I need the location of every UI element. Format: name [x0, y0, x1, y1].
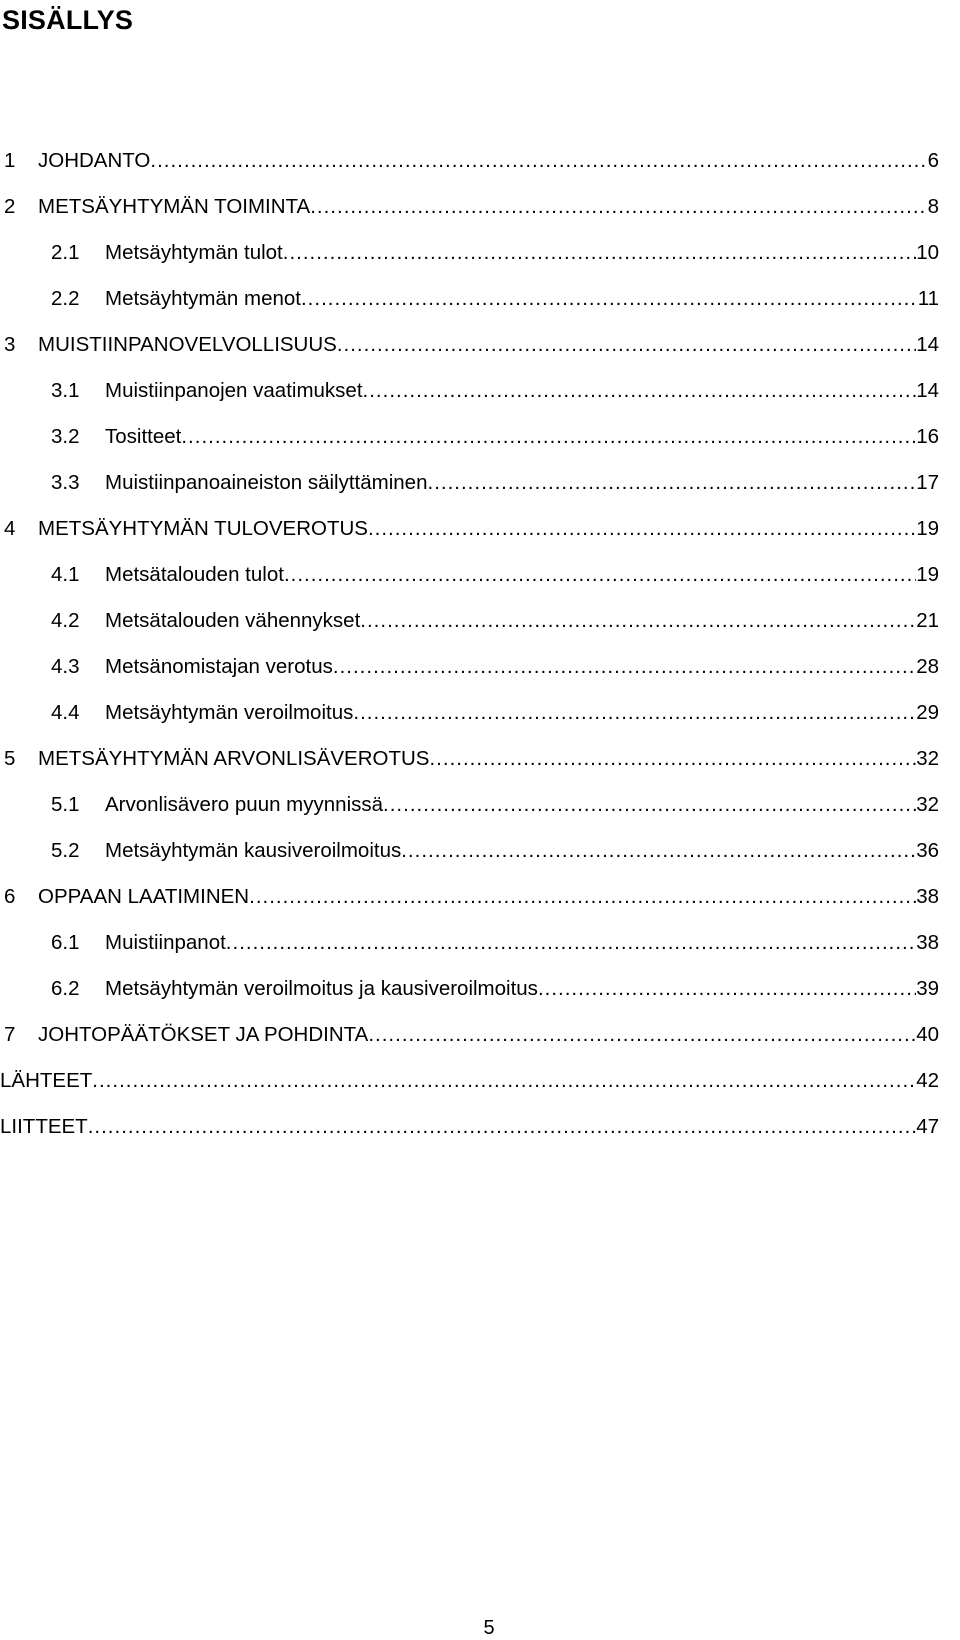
- toc-entry-title: Muistiinpanoaineiston säilyttäminen: [105, 471, 428, 494]
- toc-entry-page: 17: [916, 471, 939, 494]
- page-title: SISÄLLYS: [2, 5, 134, 35]
- toc-entry-title: OPPAAN LAATIMINEN: [38, 885, 250, 908]
- toc-entry-title: METSÄYHTYMÄN TOIMINTA: [38, 195, 311, 218]
- toc-entry-page: 47: [916, 1115, 939, 1138]
- toc-entry-number: 2.1: [51, 241, 80, 264]
- toc-entry[interactable]: [0, 328, 960, 362]
- toc-entry-page: 36: [916, 839, 939, 862]
- toc-entry-page: 6: [927, 149, 939, 172]
- toc-entry[interactable]: [0, 696, 960, 730]
- toc-entry[interactable]: [0, 512, 960, 546]
- toc-entry-number: 4.1: [51, 563, 80, 586]
- toc-entry-page: 40: [916, 1023, 939, 1046]
- toc-entry-title: Metsäyhtymän veroilmoitus ja kausiveroilmoitus: [105, 977, 538, 1000]
- toc-entry-title: LIITTEET: [0, 1115, 88, 1138]
- toc-entry-page: 38: [916, 885, 939, 908]
- toc-entry-page: 32: [916, 747, 939, 770]
- toc-dot-leader: [363, 374, 917, 408]
- toc-dot-leader: [383, 788, 916, 822]
- toc-entry[interactable]: [0, 466, 960, 500]
- toc-entry-number: 6.1: [51, 931, 80, 954]
- toc-entry-number: 7: [4, 1023, 16, 1046]
- toc-dot-leader: [226, 926, 916, 960]
- toc-entry-page: 14: [916, 379, 939, 402]
- toc-entry-title: JOHDANTO: [38, 149, 151, 172]
- page-number: 5: [483, 1617, 495, 1639]
- toc-entry[interactable]: [0, 972, 960, 1006]
- toc-entry[interactable]: [0, 190, 960, 224]
- toc-entry-title: MUISTIINPANOVELVOLLISUUS: [38, 333, 337, 356]
- toc-dot-leader: [333, 650, 916, 684]
- toc-entry-page: 14: [916, 333, 939, 356]
- toc-entry[interactable]: [0, 1064, 960, 1098]
- toc-entry-number: 4.4: [51, 701, 80, 724]
- toc-dot-leader: [368, 1018, 916, 1052]
- toc-entry-page: 32: [916, 793, 939, 816]
- toc-entry[interactable]: [0, 650, 960, 684]
- toc-entry-page: 21: [916, 609, 939, 632]
- toc-entry[interactable]: [0, 236, 960, 270]
- toc-entry-number: 5.2: [51, 839, 80, 862]
- toc-dot-leader: [301, 282, 918, 316]
- toc-entry[interactable]: [0, 1018, 960, 1052]
- toc-entry-page: 38: [916, 931, 939, 954]
- toc-entry-title: JOHTOPÄÄTÖKSET JA POHDINTA: [38, 1023, 369, 1046]
- toc-entry-number: 3.2: [51, 425, 80, 448]
- toc-entry-number: 6.2: [51, 977, 80, 1000]
- toc-dot-leader: [401, 834, 916, 868]
- toc-entry-title: Tositteet: [105, 425, 182, 448]
- toc-entry-number: 3: [4, 333, 16, 356]
- toc-entry[interactable]: [0, 558, 960, 592]
- toc-entry-page: 39: [916, 977, 939, 1000]
- toc-entry[interactable]: [0, 420, 960, 454]
- toc-dot-leader: [88, 1110, 916, 1144]
- toc-dot-leader: [181, 420, 916, 454]
- toc-entry-number: 5.1: [51, 793, 80, 816]
- toc-entry-page: 42: [916, 1069, 939, 1092]
- toc-entry-page: 8: [927, 195, 939, 218]
- toc-entry-title: METSÄYHTYMÄN TULOVEROTUS: [38, 517, 368, 540]
- toc-entry-title: Metsänomistajan verotus: [105, 655, 333, 678]
- toc-entry-title: Metsäyhtymän kausiveroilmoitus: [105, 839, 402, 862]
- toc-entry-page: 16: [916, 425, 939, 448]
- toc-entry-number: 3.3: [51, 471, 80, 494]
- toc-entry[interactable]: [0, 926, 960, 960]
- toc-entry[interactable]: [0, 282, 960, 316]
- toc-dot-leader: [284, 558, 916, 592]
- toc-dot-leader: [538, 972, 916, 1006]
- toc-entry[interactable]: [0, 1110, 960, 1144]
- toc-entry-number: 2: [4, 195, 16, 218]
- toc-dot-leader: [283, 236, 916, 270]
- toc-entry-title: Metsäyhtymän veroilmoitus: [105, 701, 354, 724]
- toc-entry-page: 19: [916, 563, 939, 586]
- toc-dot-leader: [360, 604, 916, 638]
- toc-dot-leader: [368, 512, 916, 546]
- toc-dot-leader: [337, 328, 916, 362]
- toc-entry[interactable]: [0, 788, 960, 822]
- toc-entry-title: Metsätalouden vähennykset: [105, 609, 361, 632]
- toc-entry-title: Muistiinpanojen vaatimukset: [105, 379, 363, 402]
- toc-entry-number: 4.2: [51, 609, 80, 632]
- toc-entry-title: Metsäyhtymän tulot: [105, 241, 283, 264]
- toc-entry-page: 29: [916, 701, 939, 724]
- toc-entry[interactable]: [0, 374, 960, 408]
- toc-entry-page: 19: [916, 517, 939, 540]
- toc-dot-leader: [429, 742, 916, 776]
- toc-entry-number: 4: [4, 517, 16, 540]
- toc-entry-number: 5: [4, 747, 16, 770]
- toc-entry-number: 4.3: [51, 655, 80, 678]
- toc-entry-title: LÄHTEET: [0, 1069, 93, 1092]
- toc-entry[interactable]: [0, 742, 960, 776]
- toc-entry-number: 2.2: [51, 287, 80, 310]
- toc-entry[interactable]: [0, 144, 960, 178]
- toc-dot-leader: [150, 144, 927, 178]
- toc-entry-number: 6: [4, 885, 16, 908]
- toc-entry-number: 3.1: [51, 379, 80, 402]
- toc-dot-leader: [428, 466, 917, 500]
- toc-dot-leader: [92, 1064, 916, 1098]
- toc-dot-leader: [353, 696, 916, 730]
- toc-entry-page: 28: [916, 655, 939, 678]
- toc-entry[interactable]: [0, 834, 960, 868]
- toc-dot-leader: [249, 880, 916, 914]
- toc-entry[interactable]: [0, 880, 960, 914]
- toc-entry[interactable]: [0, 604, 960, 638]
- toc-entry-page: 11: [917, 287, 939, 310]
- toc-entry-title: Metsäyhtymän menot: [105, 287, 301, 310]
- toc-dot-leader: [310, 190, 927, 224]
- toc-entry-page: 10: [916, 241, 939, 264]
- toc-entry-title: Arvonlisävero puun myynnissä: [105, 793, 384, 816]
- toc-entry-title: Metsätalouden tulot: [105, 563, 284, 586]
- toc-entry-title: METSÄYHTYMÄN ARVONLISÄVEROTUS: [38, 747, 430, 770]
- toc-entry-number: 1: [4, 149, 16, 172]
- toc-entry-title: Muistiinpanot: [105, 931, 226, 954]
